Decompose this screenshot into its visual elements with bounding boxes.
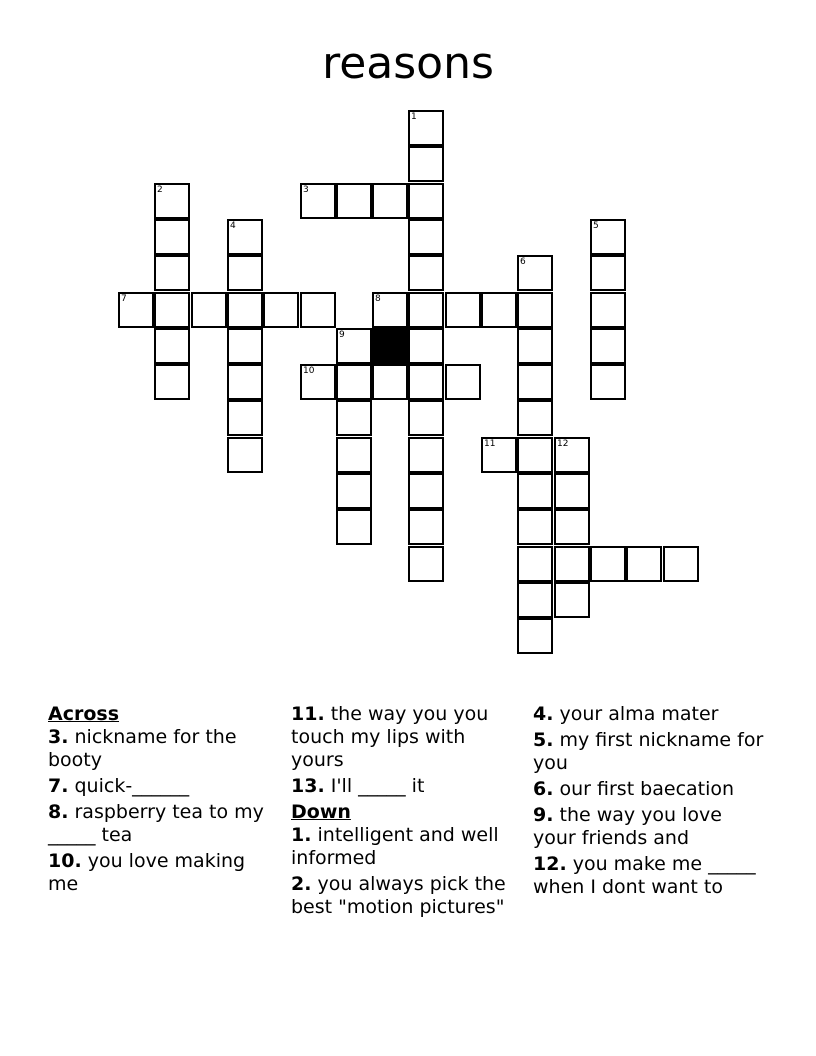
clue-number: 2: [157, 185, 163, 195]
clue-number: 10: [303, 366, 315, 376]
grid-cell[interactable]: [118, 292, 154, 328]
grid-cell[interactable]: [336, 473, 372, 509]
grid-cell[interactable]: [445, 292, 481, 328]
clue-number: 11: [484, 439, 496, 449]
grid-cell[interactable]: [517, 582, 553, 618]
grid-cell[interactable]: [300, 183, 336, 219]
clue-number: 9: [339, 330, 345, 340]
clue-number: 8: [375, 294, 381, 304]
grid-cell[interactable]: [154, 255, 190, 291]
clue-number: 5: [593, 221, 599, 231]
clue-text: nickname for the booty: [48, 726, 237, 771]
clue-num: 8.: [48, 801, 69, 823]
clue-num: 13.: [291, 775, 325, 797]
grid-cell[interactable]: [445, 364, 481, 400]
grid-cell[interactable]: [408, 546, 444, 582]
clue-number: 6: [520, 257, 526, 267]
grid-cell[interactable]: [300, 292, 336, 328]
across-heading: Across: [48, 703, 120, 725]
grid-cell[interactable]: [517, 509, 553, 545]
grid-cell[interactable]: [408, 473, 444, 509]
grid-cell[interactable]: [590, 255, 626, 291]
clue-num: 9.: [533, 804, 554, 826]
clue-num: 6.: [533, 778, 554, 800]
clue-num: 2.: [291, 873, 312, 895]
clue-text: you love making me: [48, 850, 246, 895]
down-clue: [533, 729, 765, 775]
grid-cell[interactable]: [227, 328, 263, 364]
down-clue: [533, 804, 765, 850]
grid-cell[interactable]: [227, 400, 263, 436]
grid-cell[interactable]: [154, 328, 190, 364]
grid-cell[interactable]: [408, 400, 444, 436]
grid-cell[interactable]: [590, 292, 626, 328]
clue-text: the way you love your friends and: [533, 804, 722, 849]
grid-cell[interactable]: [517, 328, 553, 364]
grid-cell[interactable]: [408, 509, 444, 545]
grid-cell[interactable]: [663, 546, 699, 582]
clue-column-2: [291, 703, 523, 922]
black-cell: [372, 328, 408, 364]
grid-cell[interactable]: [408, 110, 444, 146]
clue-num: 7.: [48, 775, 69, 797]
clue-text: the way you you touch my lips with yours: [291, 703, 489, 771]
clue-column-3: [533, 703, 765, 902]
clue-text: intelligent and well informed: [291, 824, 499, 869]
grid-cell[interactable]: [336, 400, 372, 436]
clue-text: our first baecation: [559, 778, 735, 800]
grid-cell[interactable]: [590, 219, 626, 255]
clue-num: 5.: [533, 729, 554, 751]
clue-num: 11.: [291, 703, 325, 725]
grid-cell[interactable]: [408, 255, 444, 291]
grid-cell[interactable]: [590, 328, 626, 364]
grid-cell[interactable]: [154, 292, 190, 328]
grid-cell[interactable]: [408, 219, 444, 255]
grid-cell[interactable]: [372, 292, 408, 328]
clue-text: my first nickname for you: [533, 729, 764, 774]
clue-num: 10.: [48, 850, 82, 872]
grid-cell[interactable]: [517, 292, 553, 328]
grid-cell[interactable]: [626, 546, 662, 582]
grid-cell[interactable]: [408, 183, 444, 219]
grid-cell[interactable]: [517, 437, 553, 473]
clue-text: your alma mater: [559, 703, 719, 725]
down-clue: [291, 873, 523, 919]
grid-cell[interactable]: [227, 255, 263, 291]
grid-cell[interactable]: [408, 146, 444, 182]
grid-cell[interactable]: [481, 437, 517, 473]
grid-cell[interactable]: [336, 364, 372, 400]
clue-text: quick-______: [74, 775, 190, 797]
down-clue: [533, 778, 765, 801]
grid-cell[interactable]: [227, 437, 263, 473]
grid-cell[interactable]: [554, 473, 590, 509]
down-clue: [291, 824, 523, 870]
clue-num: 3.: [48, 726, 69, 748]
grid-cell[interactable]: [481, 292, 517, 328]
grid-cell[interactable]: [154, 183, 190, 219]
grid-cell[interactable]: [590, 364, 626, 400]
down-clue: [533, 853, 765, 899]
grid-cell[interactable]: [408, 292, 444, 328]
grid-cell[interactable]: [300, 364, 336, 400]
grid-cell[interactable]: [154, 219, 190, 255]
grid-cell[interactable]: [372, 364, 408, 400]
grid-cell[interactable]: [408, 364, 444, 400]
clue-column-1: [48, 703, 280, 899]
grid-cell[interactable]: [517, 618, 553, 654]
across-clue: [48, 801, 280, 847]
down-clue: [533, 703, 765, 726]
clue-number: 1: [411, 112, 417, 122]
clue-number: 7: [121, 294, 127, 304]
grid-cell[interactable]: [336, 509, 372, 545]
grid-cell[interactable]: [554, 437, 590, 473]
across-clue: [48, 726, 280, 772]
grid-cell[interactable]: [263, 292, 299, 328]
grid-cell[interactable]: [227, 219, 263, 255]
clue-text: I'll _____ it: [330, 775, 425, 797]
grid-cell[interactable]: [517, 364, 553, 400]
grid-cell[interactable]: [191, 292, 227, 328]
grid-cell[interactable]: [517, 255, 553, 291]
puzzle-title: reasons: [322, 38, 494, 89]
clue-number: 12: [557, 439, 569, 449]
clue-text: you always pick the best "motion pictures": [291, 873, 506, 918]
clue-num: 1.: [291, 824, 312, 846]
across-clue: [291, 775, 523, 798]
clue-number: 4: [230, 221, 236, 231]
across-clue: [291, 703, 523, 772]
clue-num: 4.: [533, 703, 554, 725]
grid-cell[interactable]: [590, 546, 626, 582]
grid-cell[interactable]: [517, 473, 553, 509]
grid-cell[interactable]: [154, 364, 190, 400]
clue-text: you make me _____ when I dont want to: [533, 853, 756, 898]
down-heading: Down: [291, 801, 351, 823]
grid-cell[interactable]: [408, 328, 444, 364]
grid-cell[interactable]: [554, 546, 590, 582]
clue-num: 12.: [533, 853, 567, 875]
across-clue: [48, 775, 280, 798]
grid-cell[interactable]: [227, 292, 263, 328]
grid-cell[interactable]: [336, 183, 372, 219]
grid-cell[interactable]: [517, 400, 553, 436]
grid-cell[interactable]: [336, 328, 372, 364]
grid-cell[interactable]: [372, 183, 408, 219]
across-clue: [48, 850, 280, 896]
clue-number: 3: [303, 185, 309, 195]
clue-text: raspberry tea to my _____ tea: [48, 801, 264, 846]
grid-cell[interactable]: [554, 582, 590, 618]
grid-cell[interactable]: [336, 437, 372, 473]
grid-cell[interactable]: [517, 546, 553, 582]
grid-cell[interactable]: [408, 437, 444, 473]
grid-cell[interactable]: [227, 364, 263, 400]
grid-cell[interactable]: [554, 509, 590, 545]
